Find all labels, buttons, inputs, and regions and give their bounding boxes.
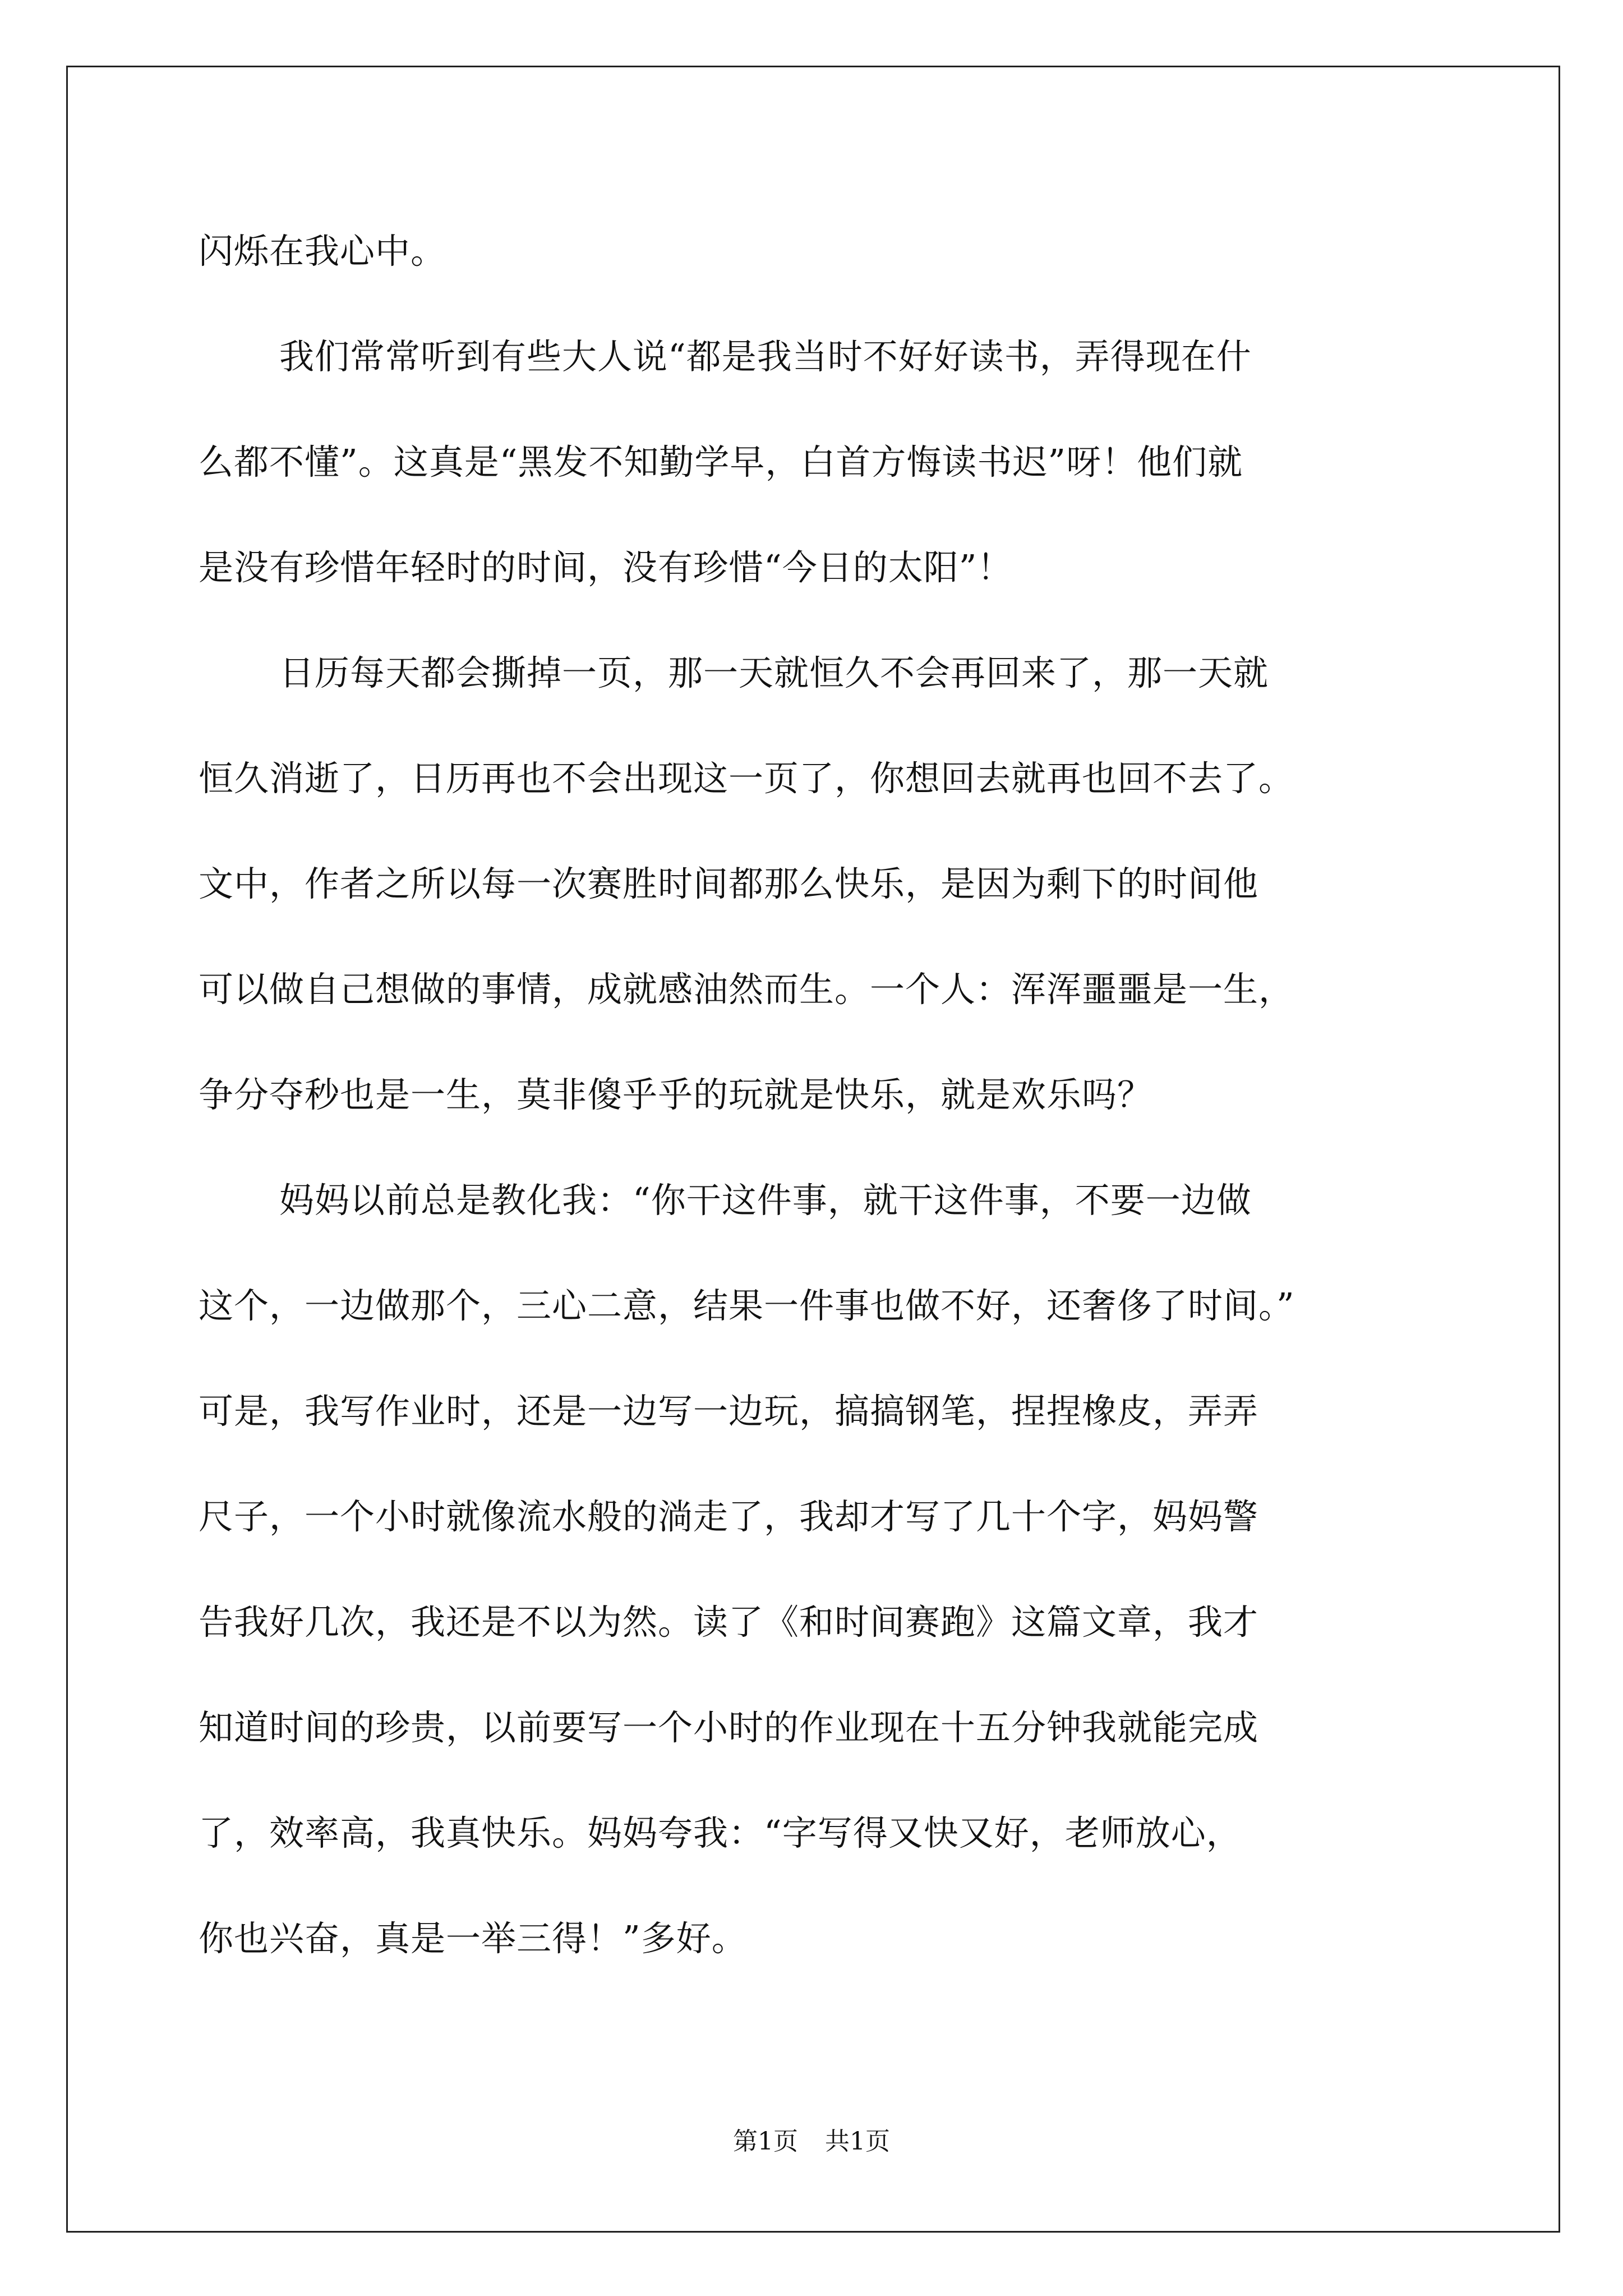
text-line: 知道时间的珍贵，以前要写一个小时的作业现在十五分钟我就能完成 [199, 1707, 1259, 1748]
page-total: 共1页 [825, 2127, 890, 2156]
text-line: 了，效率高，我真快乐。妈妈夸我：“字写得又快又好，老师放心， [199, 1812, 1242, 1853]
text-line: 告我好几次，我还是不以为然。读了《和时间赛跑》这篇文章，我才 [199, 1602, 1259, 1642]
page-border [66, 66, 1560, 2233]
text-line: 尺子，一个小时就像流水般的淌走了，我却才写了几十个字，妈妈警 [199, 1496, 1259, 1537]
text-line: 是没有珍惜年轻时的时间，没有珍惜“今日的太阳”！ [199, 547, 1013, 588]
text-line: 日历每天都会撕掉一页，那一天就恒久不会再回来了，那一天就 [279, 652, 1269, 693]
page-footer [0, 2125, 1623, 2159]
text-line: 争分夺秒也是一生，莫非傻乎乎的玩就是快乐，就是欢乐吗？ [199, 1074, 1153, 1115]
text-line: 我们常常听到有些大人说“都是我当时不好好读书，弄得现在什 [279, 336, 1252, 377]
text-line: 你也兴奋，真是一举三得！”多好。 [199, 1918, 747, 1959]
text-line: 文中，作者之所以每一次赛胜时间都那么快乐，是因为剩下的时间他 [199, 863, 1259, 904]
text-line: 么都不懂”。这真是“黑发不知勤学早，白首方悔读书迟”呀！他们就 [199, 441, 1243, 482]
text-line: 闪烁在我心中。 [199, 231, 446, 272]
text-line: 妈妈以前总是教化我：“你干这件事，就干这件事，不要一边做 [279, 1180, 1252, 1221]
text-line: 这个，一边做那个，三心二意，结果一件事也做不好，还奢侈了时间。” [199, 1285, 1295, 1326]
text-line: 恒久消逝了，日历再也不会出现这一页了，你想回去就再也回不去了。 [199, 758, 1294, 799]
page-number: 第1页 [733, 2127, 798, 2156]
text-line: 可以做自己想做的事情，成就感油然而生。一个人：浑浑噩噩是一生， [199, 969, 1294, 1010]
text-line: 可是，我写作业时，还是一边写一边玩，搞搞钢笔，捏捏橡皮，弄弄 [199, 1391, 1259, 1432]
